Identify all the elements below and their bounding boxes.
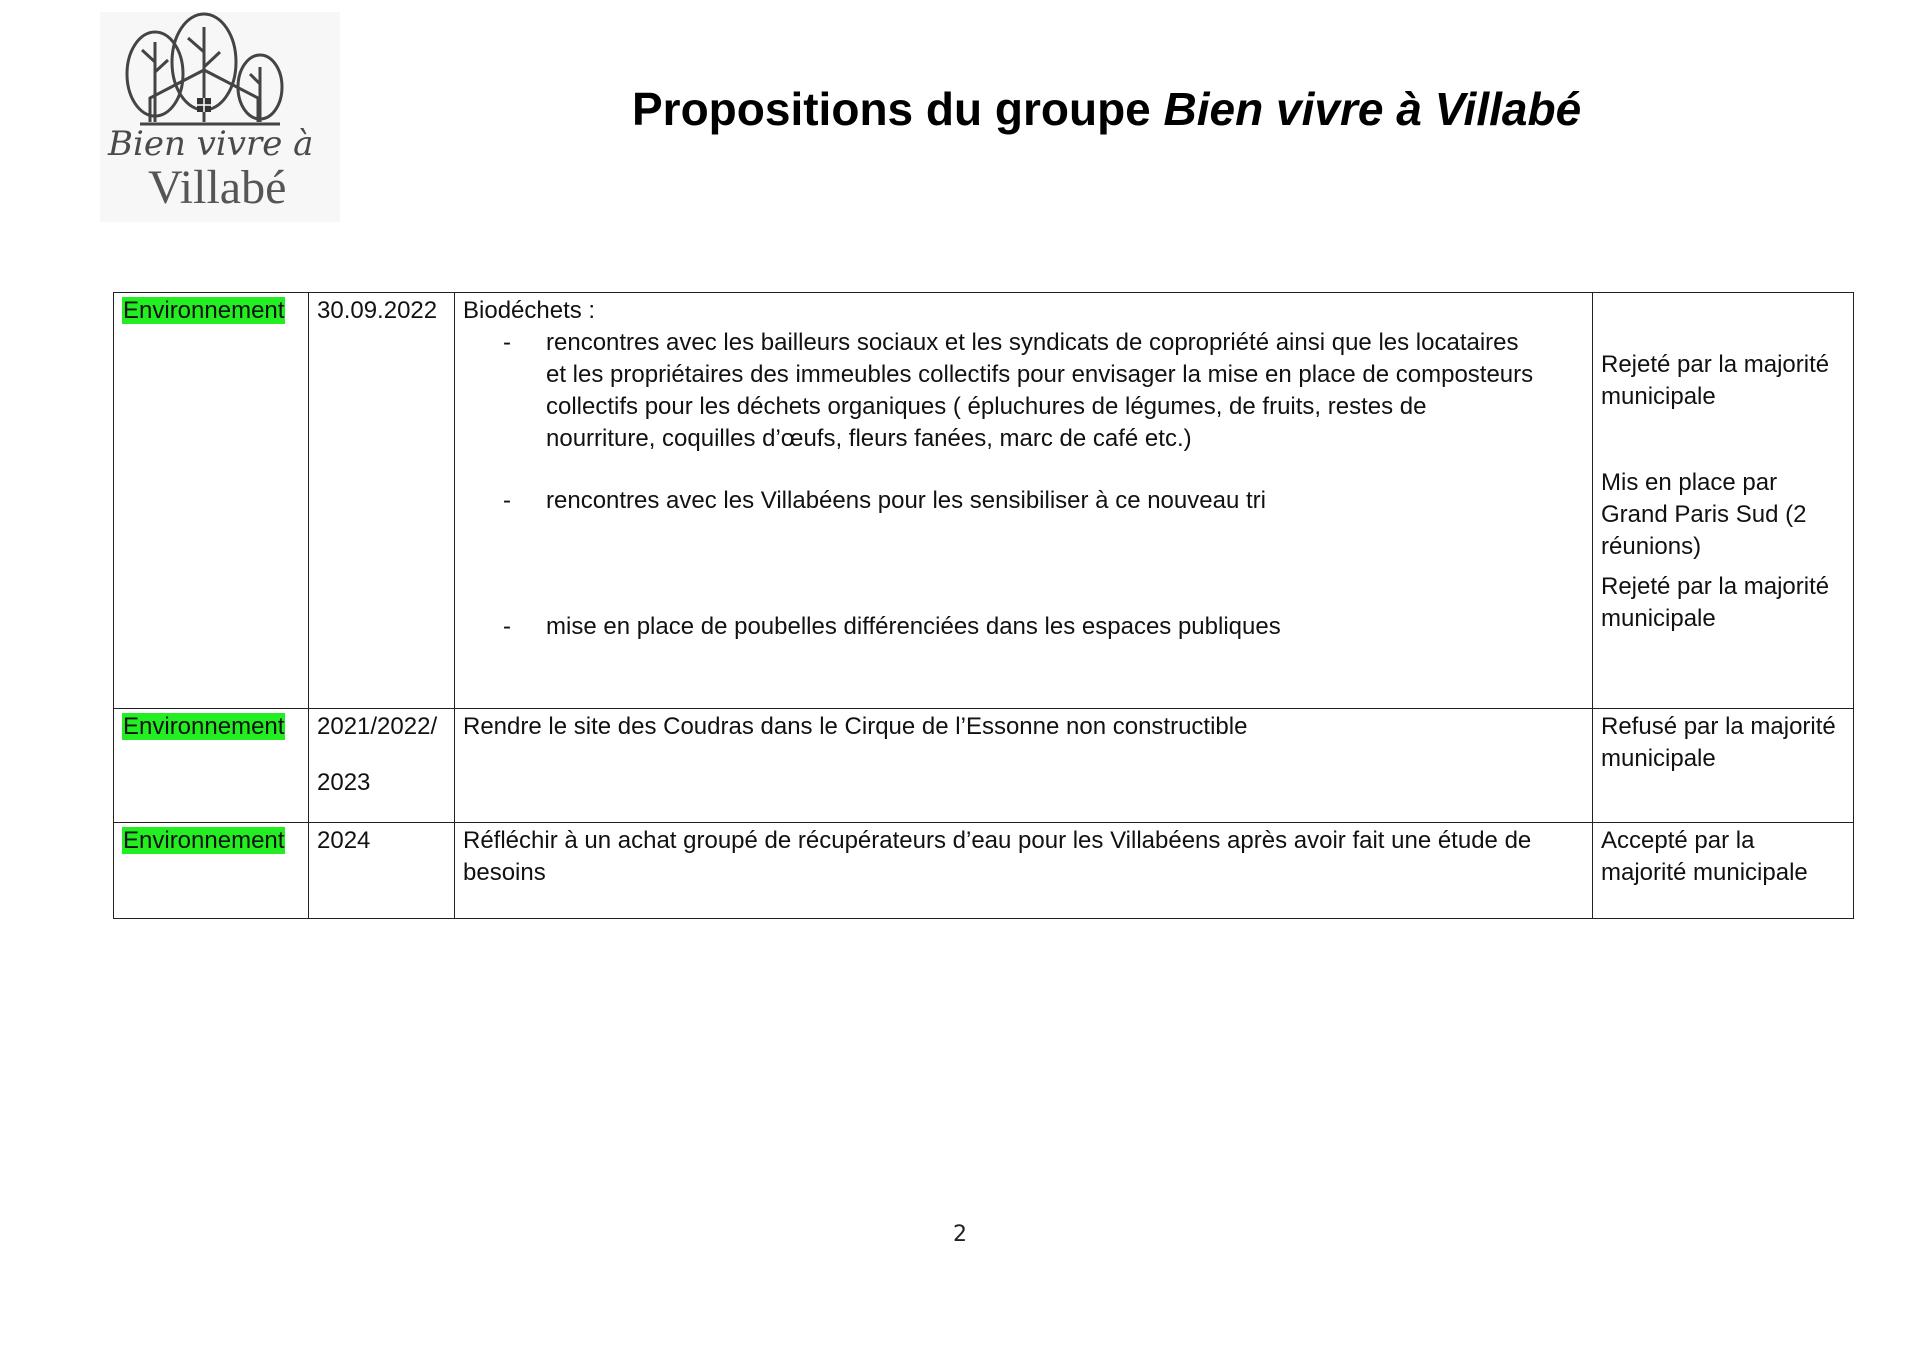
proposal-heading: Biodéchets : [463, 297, 596, 324]
status-cell [1593, 823, 1854, 919]
item-text: collectifs pour les déchets organiques ( épluchures de légumes, de fruits, restes de [546, 393, 1427, 420]
propositions-table [113, 292, 1854, 919]
status-text: Mis en place par Grand Paris Sud (2 réunions) [1601, 469, 1807, 560]
list-item-continuation [463, 391, 1584, 423]
date-cell [309, 823, 455, 919]
table-row [114, 293, 1854, 709]
item-text: mise en place de poubelles différenciées dans les espaces publiques [546, 613, 1281, 640]
page-title [632, 82, 1581, 136]
status-text: Rejeté par la majorité municipale [1601, 351, 1830, 410]
logo [100, 12, 340, 222]
category-cell [114, 823, 309, 919]
title-prefix: Propositions du groupe [632, 83, 1164, 135]
category-cell [114, 293, 309, 709]
category-label: Environnement [123, 713, 285, 740]
date-text: 2023 [317, 769, 371, 796]
logo-trees-house-icon [100, 12, 340, 142]
logo-name-text: Villabé [148, 161, 287, 214]
category-label: Environnement [123, 297, 285, 324]
category-cell [114, 709, 309, 823]
item-text: nourriture, coquilles d’œufs, fleurs fanées, marc de café etc.) [546, 425, 1192, 452]
list-item: - mise en place de poubelles différenciées dans les espaces publiques [503, 613, 1281, 640]
item-text: et les propriétaires des immeubles collectifs pour envisager la mise en place de composteurs [546, 361, 1534, 388]
date-text: 2024 [317, 827, 371, 854]
proposal-text: Rendre le site des Coudras dans le Cirque de l’Essonne non constructible [463, 713, 1248, 740]
logo-script-text: Bien vivre à [108, 124, 314, 164]
category-label: Environnement [123, 827, 285, 854]
status-text: Accepté par la majorité municipale [1601, 827, 1808, 886]
proposal-cell [455, 709, 1593, 823]
proposal-text: Réfléchir à un achat groupé de récupérateurs d’eau pour les Villabéens après avoir fait une étude de besoins [463, 827, 1532, 886]
proposal-cell [455, 823, 1593, 919]
title-group-name: Bien vivre à Villabé [1163, 83, 1582, 135]
list-item: - rencontres avec les bailleurs sociaux et les syndicats de copropriété ainsi que les locataires [503, 329, 1519, 356]
status-text: Rejeté par la majorité municipale [1601, 573, 1830, 632]
status-text: Refusé par la majorité municipale [1601, 713, 1836, 772]
item-text: rencontres avec les Villabéens pour les sensibiliser à ce nouveau tri [546, 487, 1266, 514]
list-item-continuation [463, 423, 1584, 455]
date-cell [309, 709, 455, 823]
table-row [114, 823, 1854, 919]
date-cell [309, 293, 455, 709]
table-row [114, 709, 1854, 823]
page-number: 2 [953, 1222, 967, 1247]
status-cell [1593, 293, 1854, 709]
list-item: - rencontres avec les Villabéens pour les sensibiliser à ce nouveau tri [503, 487, 1266, 514]
item-text: rencontres avec les bailleurs sociaux et les syndicats de copropriété ainsi que les locataires [546, 329, 1519, 356]
proposal-cell [455, 293, 1593, 709]
status-cell [1593, 709, 1854, 823]
date-text: 30.09.2022 [317, 297, 438, 324]
date-text: 2021/2022/ [317, 713, 438, 740]
list-item-continuation [463, 359, 1584, 391]
